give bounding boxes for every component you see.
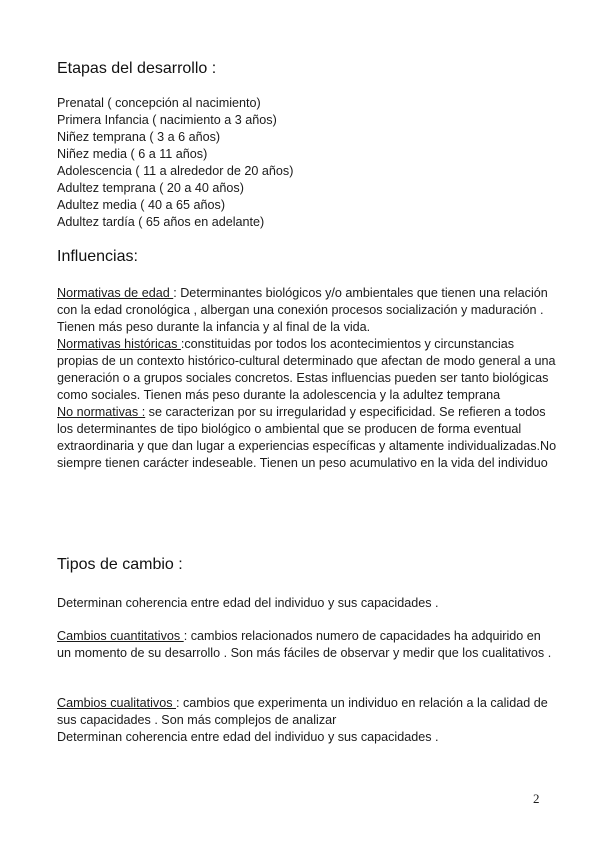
term-normativas-edad: Normativas de edad (57, 286, 174, 300)
etapa-item: Niñez media ( 6 a 11 años) (57, 147, 208, 161)
tipos-closing: Determinan coherencia entre edad del individuo y sus capacidades . (57, 730, 439, 744)
cambios-cualitativos (57, 695, 557, 746)
influencias-block (57, 285, 557, 472)
etapa-item: Niñez temprana ( 3 a 6 años) (57, 130, 221, 144)
term-cambios-cuantitativos: Cambios cuantitativos (57, 629, 184, 643)
heading-influencias: Influencias: (57, 248, 138, 265)
text-normativas-edad: : Determinantes biológicos y/o ambientales que tienen una relación con la edad cronológica , albergan una conexión procesos socialización y maduración . Tienen más peso durante la infancia y al final de la vida. (57, 286, 548, 334)
text-cambios-cualitativos: : cambios que experimenta un individuo en relación a la calidad de sus capacidades . Son más complejos de analizar (57, 696, 548, 727)
etapas-list (57, 95, 557, 231)
page-number: 2 (533, 791, 540, 806)
cambios-cuantitativos (57, 628, 557, 662)
etapa-item: Prenatal ( concepción al nacimiento) (57, 96, 261, 110)
text-no-normativas: se caracterizan por su irregularidad y especificidad. Se refieren a todos los determinantes de tipo biológico o ambiental que se producen de forma eventual extraordinaria y que dan lugar a experiencias específicas y altamente individualizadas.No siempre tienen carácter indeseable. Tienen un peso acumulativo en la vida del individuo (57, 405, 557, 470)
etapa-item: Adultez media ( 40 a 65 años) (57, 198, 226, 212)
etapa-item: Adultez temprana ( 20 a 40 años) (57, 181, 244, 195)
text-cambios-cuantitativos: : cambios relacionados numero de capacidades ha adquirido en un momento de su desarrollo . Son más fáciles de observar y medir que los cualitativos . (57, 629, 552, 660)
etapa-item: Adultez tardía ( 65 años en adelante) (57, 215, 265, 229)
term-no-normativas: No normativas : (57, 405, 146, 419)
term-cambios-cualitativos: Cambios cualitativos (57, 696, 176, 710)
heading-etapas: Etapas del desarrollo : (57, 60, 217, 77)
heading-tipos-cambio: Tipos de cambio : (57, 556, 183, 573)
term-normativas-historicas: Normativas históricas (57, 337, 181, 351)
etapa-item: Adolescencia ( 11 a alrededor de 20 años) (57, 164, 294, 178)
tipos-intro: Determinan coherencia entre edad del individuo y sus capacidades . (57, 596, 439, 610)
text-normativas-historicas: :constituidas por todos los acontecimientos y circunstancias propias de un contexto histórico-cultural determinado que afectan de modo general a una generación o a grupos sociales concretos. Estas influencias pueden ser tanto biológicas como sociales. Tienen más peso durante la adolescencia y la adultez temprana (57, 337, 556, 402)
etapa-item: Primera Infancia ( nacimiento a 3 años) (57, 113, 277, 127)
